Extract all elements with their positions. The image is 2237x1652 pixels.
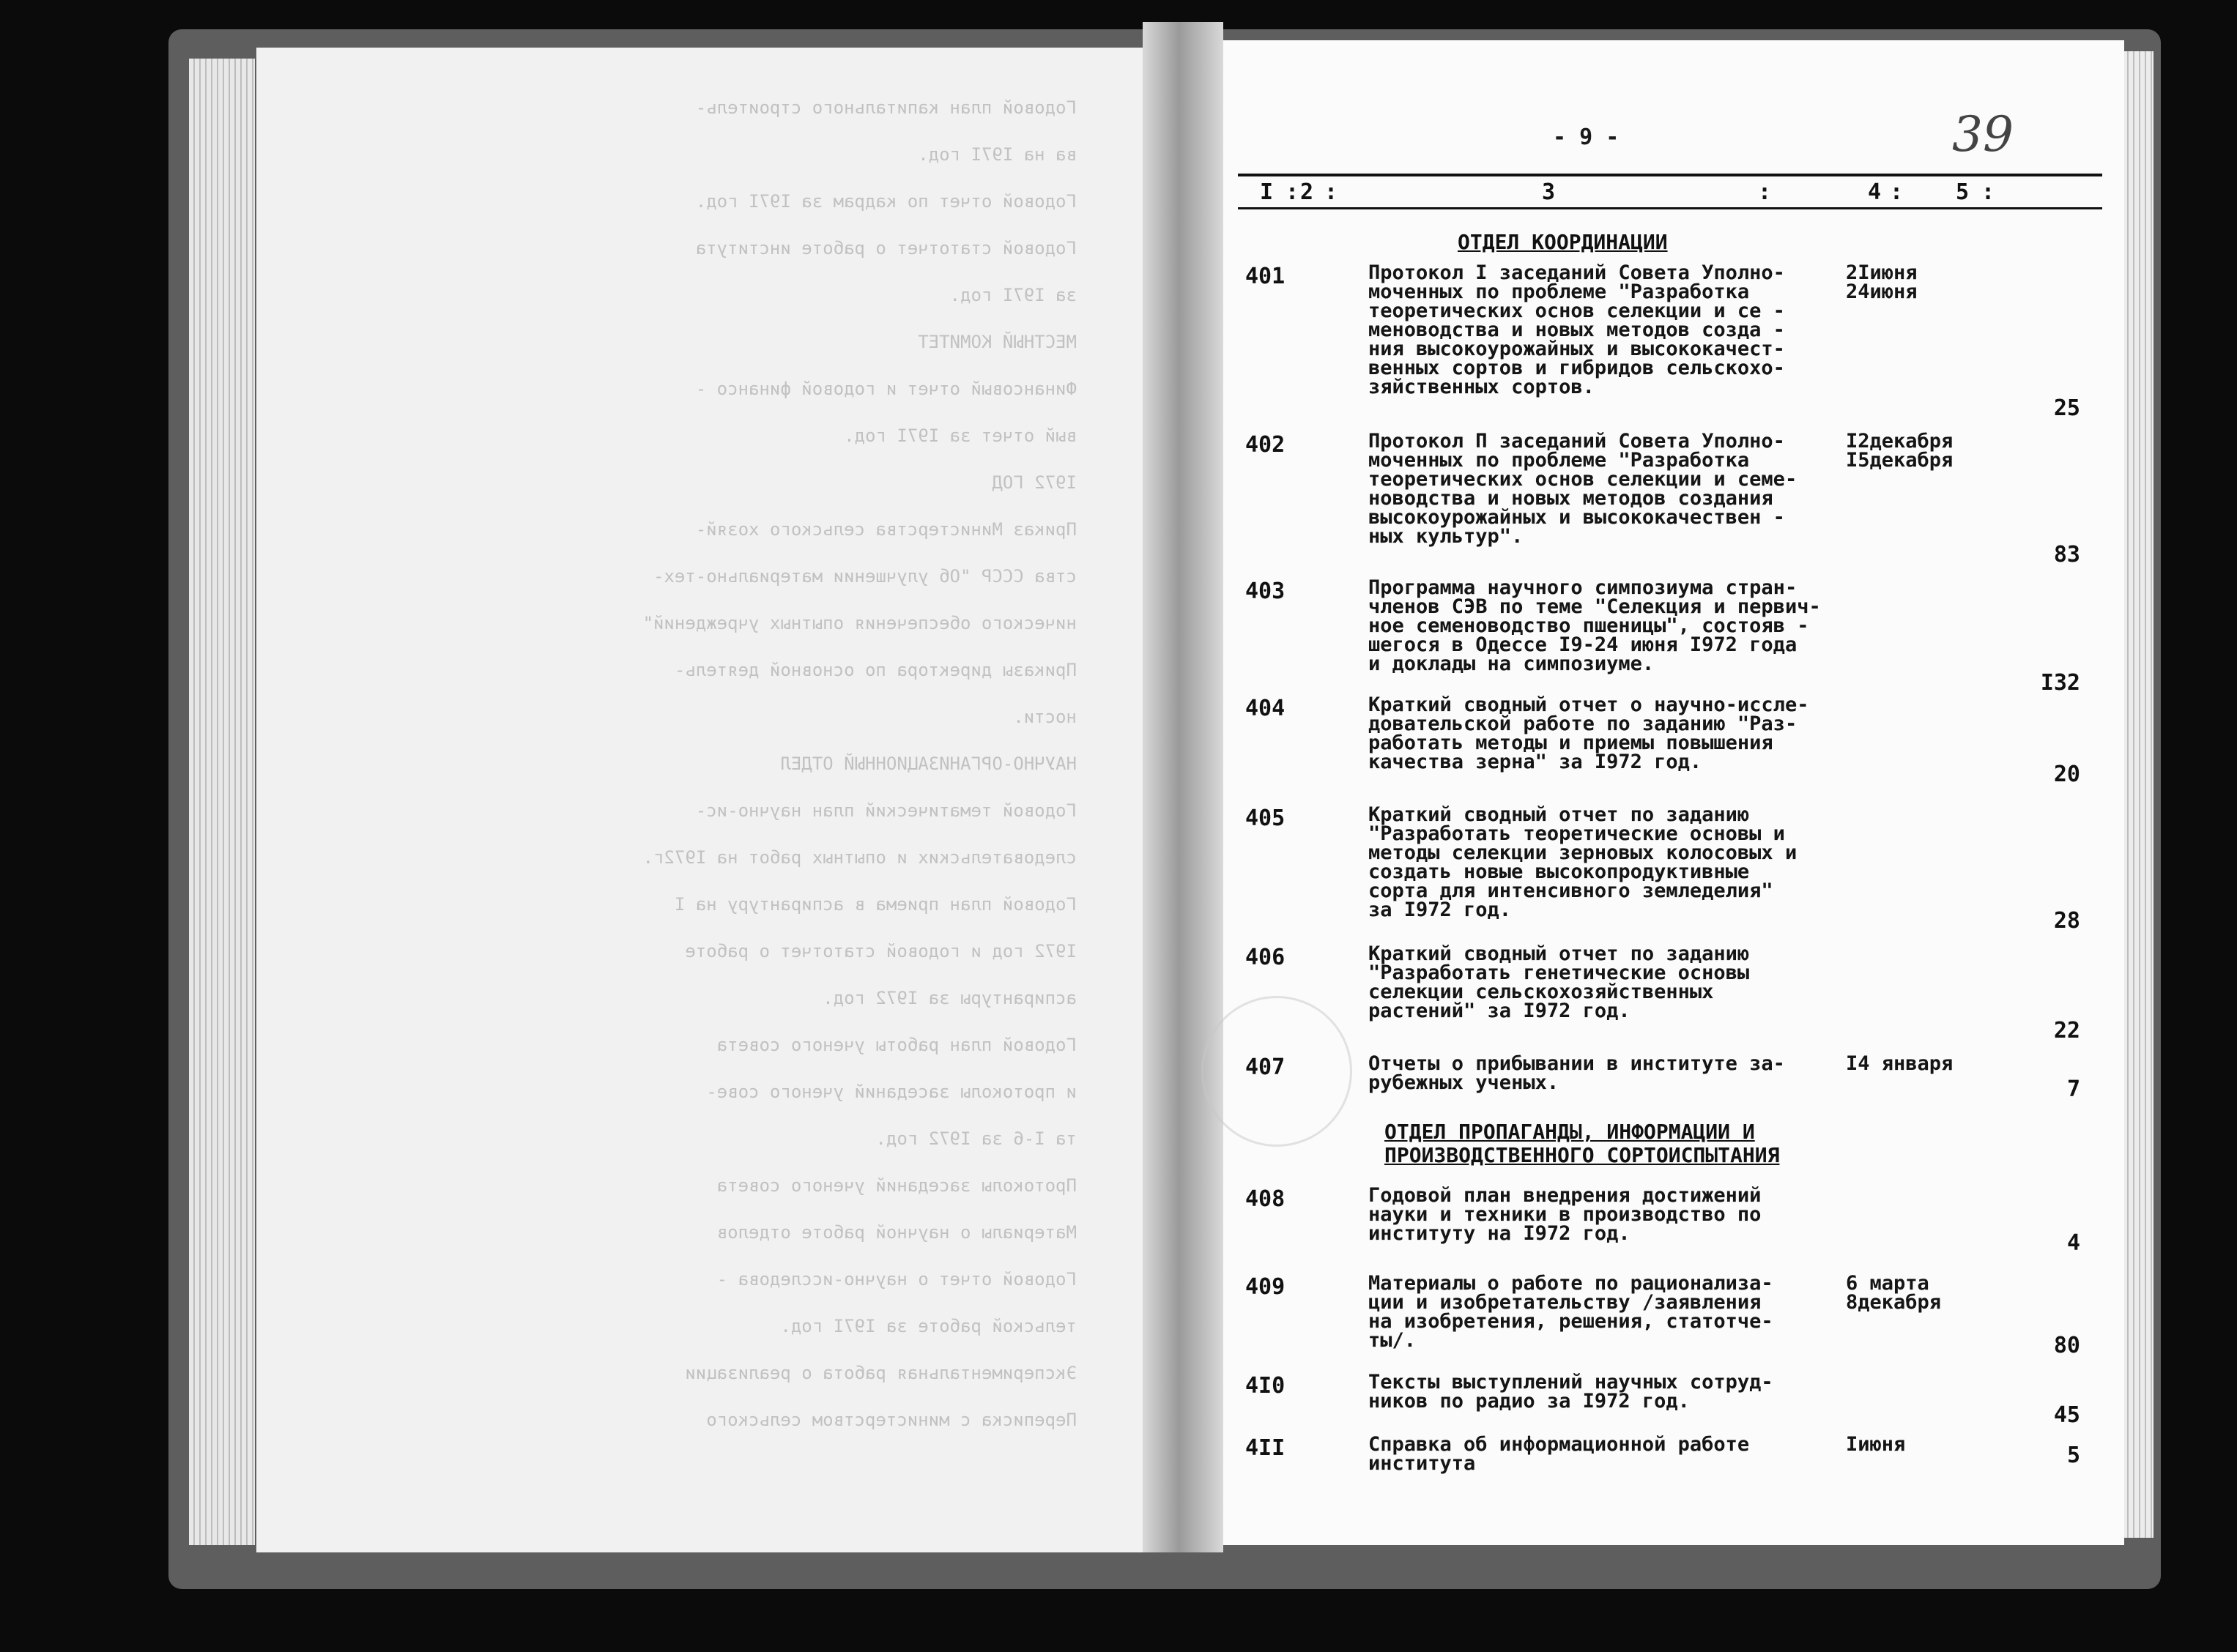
column-header-row	[1245, 179, 2102, 209]
entry-sheet-count: 7	[2066, 1076, 2080, 1102]
entry-title: Отчеты о прибывании в институте за- рубежных ученых.	[1368, 1052, 1785, 1094]
entry-number: 4II	[1245, 1435, 1286, 1461]
entry-sheet-count: 5	[2066, 1443, 2080, 1468]
column-header-cell: :	[1286, 179, 1299, 205]
bleed-line: вый отчет за I97I год.	[844, 425, 1077, 446]
bleed-line: аспирантуры за I972 год.	[823, 988, 1077, 1008]
column-header-cell: 4	[1868, 179, 1882, 205]
handwritten-folio-number: 39	[1952, 106, 2014, 163]
section-title-coordination: ОТДЕЛ КООРДИНАЦИИ	[1458, 230, 1668, 254]
entry-title: Краткий сводный отчет по заданию "Разработать теоретические основы и методы селекции зерновых колосовых и создать новые высокопродуктивные сорта для интенсивного земледелия" за I972 год.	[1368, 803, 1798, 921]
entry-number: 403	[1245, 578, 1286, 604]
bleed-line: Приказ Министерства сельского хозяй-	[695, 519, 1077, 540]
header-rule-bottom	[1238, 207, 2102, 209]
section-title-propaganda: ОТДЕЛ ПРОПАГАНДЫ, ИНФОРМАЦИИ И ПРОИЗВОДСТВЕННОГО СОРТОИСПЫТАНИЯ	[1384, 1120, 1780, 1167]
bleed-line: НАУЧНО-ОРГАНИЗАЦИОННЫЙ ОТДЕЛ	[780, 754, 1077, 774]
bleed-line: Годовой тематический план научно-ис-	[695, 800, 1077, 821]
bleed-line: ности.	[1013, 707, 1077, 727]
entry-sheet-count: 83	[2053, 542, 2080, 568]
bleed-line: Финансовый отчет и годовой финансо -	[695, 379, 1077, 399]
entry-title: Краткий сводный отчет о научно-иссле- довательской работе по заданию "Раз- работать методы и приемы повышения качества зерна" за I972 год.	[1368, 693, 1809, 773]
bleed-line: Годовой отчет по кадрам за I97I год.	[695, 191, 1077, 212]
entry-sheet-count: 20	[2053, 762, 2080, 787]
bleed-line: Материалы о научной работе отделов	[716, 1222, 1077, 1243]
entry-sheet-count: I32	[2040, 670, 2080, 696]
column-header-cell: 3	[1542, 179, 1556, 205]
entry-title: Материалы о работе по рационализа- ции и изобретательству /заявления на изобретения, решения, статотче- ты/.	[1368, 1272, 1773, 1352]
entry-title: Программа научного симпозиума стран- членов СЭВ по теме "Селекция и первич- ное семеноводство пшеницы", состояв - шегося в Одессе I9-24 июня I972 года и доклады на симпозиуме.	[1368, 576, 1821, 675]
bleed-line: ства СССР "Об улучшении материально-тех-	[653, 566, 1077, 587]
entry-sheet-count: 28	[2053, 908, 2080, 934]
entry-title: Протокол I заседаний Совета Уполно- моченных по проблеме "Разработка теоретических основ селекции и се - меноводства и новых методов созда - ния высокоурожайных и высококачест- венных сортов и гибридов сельскохо- зяйственных сортов.	[1368, 261, 1785, 398]
entry-date: 2Iиюня 24июня	[1846, 261, 1918, 303]
bleed-line: Протоколы заседаний ученого совета	[716, 1175, 1077, 1196]
entry-date: I4 января	[1846, 1052, 1954, 1075]
bleed-line: и протоколы заседаний ученого сове-	[706, 1082, 1077, 1102]
entry-sheet-count: 25	[2053, 395, 2080, 421]
entry-number: 404	[1245, 696, 1286, 721]
entry-number: 405	[1245, 805, 1286, 831]
bleed-line: Годовой план приема в аспирантуру на I	[674, 894, 1077, 915]
entry-number: 409	[1245, 1274, 1286, 1300]
bleed-line: следовательских и опытных работ на I972г.	[642, 847, 1077, 868]
bleed-line: та I-6 за I972 год.	[875, 1128, 1077, 1149]
bleed-line: Переписка с министерством сельского	[706, 1410, 1077, 1430]
column-header-cell: I	[1260, 179, 1274, 205]
bleed-line: Годовой план работы ученого совета	[716, 1035, 1077, 1055]
entry-number: 406	[1245, 945, 1286, 970]
entry-number: 402	[1245, 432, 1286, 458]
entry-sheet-count: 80	[2053, 1333, 2080, 1358]
entry-number: 4I0	[1245, 1373, 1286, 1399]
column-header-cell: :	[1324, 179, 1338, 205]
entry-number: 401	[1245, 264, 1286, 289]
bleed-line: Экспериментальная работа о реализации	[685, 1363, 1077, 1383]
bleed-line: Годовой план капитального строитель-	[695, 97, 1077, 118]
entry-title: Краткий сводный отчет по заданию "Разработать генетические основы селекции сельскохозяйственных растений" за I972 год.	[1368, 942, 1750, 1022]
left-page-bleed-through	[286, 95, 1165, 1501]
entry-sheet-count: 22	[2053, 1018, 2080, 1043]
column-header-cell: 2	[1300, 179, 1314, 205]
entry-title: Справка об информационной работе института	[1368, 1433, 1750, 1475]
bleed-line: I972 год и годовой статотчет о работе	[685, 941, 1077, 961]
column-header-cell: :	[1890, 179, 1904, 205]
page-edges-left	[189, 59, 255, 1545]
bleed-line: Приказы директора по основной деятель-	[674, 660, 1077, 680]
entry-date: Iиюня	[1846, 1433, 1906, 1456]
bleed-line: ва на I97I год.	[918, 144, 1077, 165]
bleed-line: МЕСТНЫЙ КОМИТЕТ	[918, 332, 1077, 352]
entry-date: 6 марта 8декабря	[1846, 1272, 1942, 1314]
header-rule-top	[1238, 174, 2102, 176]
bleed-line: нического обеспечения опытных учреждений"	[642, 613, 1077, 633]
column-header-cell: :	[1981, 179, 1995, 205]
page-number: - 9 -	[1553, 124, 1620, 150]
column-header-cell: :	[1758, 179, 1772, 205]
column-header-cell: 5	[1956, 179, 1970, 205]
bleed-line: I972 ГОД	[992, 472, 1077, 493]
entry-date: I2декабря I5декабря	[1846, 430, 1954, 472]
entry-title: Годовой план внедрения достижений науки и техники в производство по институту на I972 год.	[1368, 1184, 1762, 1245]
entry-number: 407	[1245, 1054, 1286, 1080]
bleed-line: Годовой отчет о научно-исследова -	[716, 1269, 1077, 1290]
entry-sheet-count: 4	[2066, 1230, 2080, 1256]
bleed-line: тельской работе за I97I год.	[780, 1316, 1077, 1336]
entry-title: Протокол П заседаний Совета Уполно- моченных по проблеме "Разработка теоретических основ селекции и семе- новодства и новых методов создания высокоурожайных и высококачествен - ных культур".	[1368, 430, 1798, 548]
entry-title: Тексты выступлений научных сотруд- ников по радио за I972 год.	[1368, 1371, 1773, 1413]
entry-number: 408	[1245, 1186, 1286, 1212]
entry-sheet-count: 45	[2053, 1402, 2080, 1428]
bleed-line: за I97I год.	[949, 285, 1077, 305]
bleed-line: Годовой статотчет о работе института	[695, 238, 1077, 258]
